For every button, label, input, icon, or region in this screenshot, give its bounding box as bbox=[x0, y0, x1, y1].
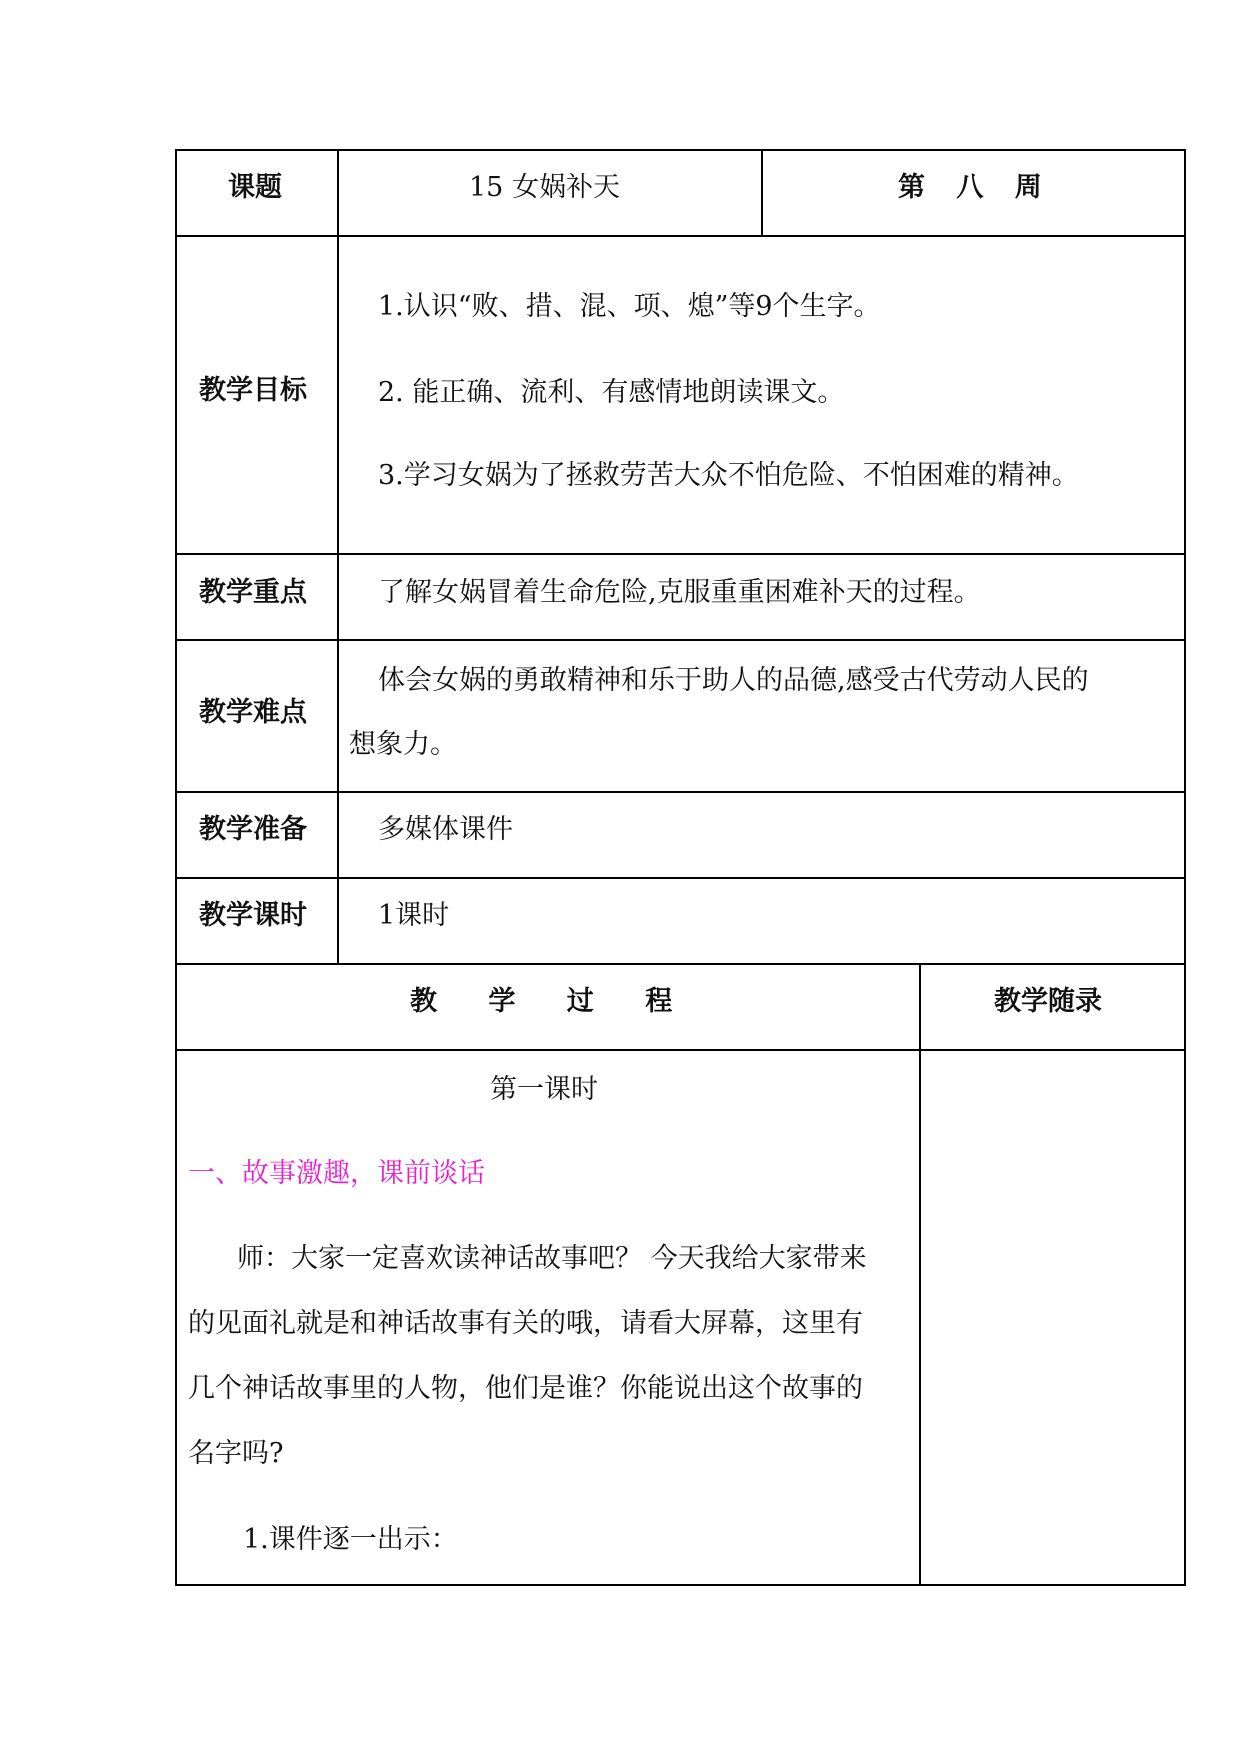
key-points-label: 教学重点 bbox=[199, 577, 307, 608]
periods-label: 教学课时 bbox=[199, 900, 307, 931]
paragraph-line-2: 的见面礼就是和神话故事有关的哦，请看大屏幕，这里有 bbox=[188, 1308, 863, 1339]
row-divider bbox=[175, 963, 1186, 965]
topic-title: 15 女娲补天 bbox=[469, 172, 620, 203]
table-border-left bbox=[175, 149, 177, 1586]
section-title: 一、故事激趣，课前谈话 bbox=[188, 1158, 485, 1189]
step-1: 1.课件逐一出示： bbox=[243, 1524, 458, 1555]
row-divider bbox=[175, 791, 1186, 793]
difficulties-text-line-1: 体会女娲的勇敢精神和乐于助人的品德,感受古代劳动人民的 bbox=[378, 665, 1089, 696]
table-border-bottom bbox=[175, 1584, 1186, 1586]
goal-item-3: 3.学习女娲为了拯救劳苦大众不怕危险、不怕困难的精神。 bbox=[378, 460, 1079, 491]
row-divider bbox=[175, 235, 1186, 237]
preparation-label: 教学准备 bbox=[199, 814, 307, 845]
row-divider bbox=[175, 639, 1186, 641]
goal-item-2: 2. 能正确、流利、有感情地朗读课文。 bbox=[378, 377, 845, 408]
week-label: 第 八 周 bbox=[898, 172, 1042, 203]
process-header: 教 学 过 程 bbox=[410, 986, 673, 1017]
periods-text: 1课时 bbox=[378, 900, 450, 931]
table-border-right bbox=[1184, 149, 1186, 1586]
notes-column-divider bbox=[919, 963, 921, 1586]
row-divider bbox=[175, 1049, 1186, 1051]
row-divider bbox=[175, 553, 1186, 555]
period-title: 第一课时 bbox=[490, 1074, 598, 1105]
notes-header: 教学随录 bbox=[994, 986, 1102, 1017]
difficulties-text-line-2: 想象力。 bbox=[349, 729, 457, 760]
topic-label: 课题 bbox=[228, 172, 282, 203]
paragraph-line-1: 师：大家一定喜欢读神话故事吧？ 今天我给大家带来 bbox=[237, 1243, 867, 1274]
table-border-top bbox=[175, 149, 1186, 151]
difficulties-label: 教学难点 bbox=[199, 697, 307, 728]
preparation-text: 多媒体课件 bbox=[378, 814, 513, 845]
week-column-divider bbox=[761, 149, 763, 237]
goal-item-1: 1.认识“败、措、混、项、熄”等9个生字。 bbox=[378, 291, 881, 322]
label-column-divider bbox=[337, 149, 339, 965]
row-divider bbox=[175, 877, 1186, 879]
paragraph-line-3: 几个神话故事里的人物，他们是谁？你能说出这个故事的 bbox=[188, 1373, 863, 1404]
goals-label: 教学目标 bbox=[199, 375, 307, 406]
key-points-text: 了解女娲冒着生命危险,克服重重困难补天的过程。 bbox=[378, 577, 981, 608]
paragraph-line-4: 名字吗? bbox=[188, 1438, 284, 1469]
